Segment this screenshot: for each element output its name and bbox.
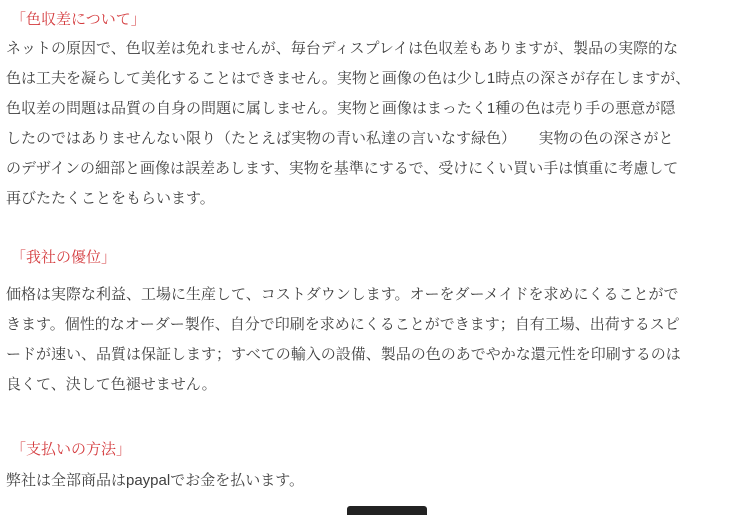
paragraph-line: ネットの原因で、色収差は免れませんが、毎台ディスプレイは色収差もありますが、製品の実際的な xyxy=(6,40,679,57)
paragraph xyxy=(6,466,745,496)
paragraph-line: 価格は実際な利益、工場に生産して、コストダウンします。オーをダーメイドを求めにくることがで xyxy=(6,286,679,303)
section-heading: 「我社の優位」 xyxy=(11,249,117,266)
section-payment xyxy=(6,440,745,496)
paragraph-line: 再びたたくことをもらいます。 xyxy=(6,190,215,207)
paragraph xyxy=(6,280,745,400)
paragraph-line: ードが速い、品質は保証します；すべての輸入の設備、製品の色のあでやかな還元性を印刷するのは xyxy=(6,346,681,363)
section-heading: 「支払いの方法」 xyxy=(11,441,132,458)
paragraph-line: 色は工夫を凝らして美化することはできません。実物と画像の色は少し1時点の深さが存在しますが、 xyxy=(6,70,691,87)
section-heading: 「色収差について」 xyxy=(11,11,146,28)
bottom-cutoff-bar xyxy=(347,506,427,515)
paragraph-line: のデザインの細部と画像は誤差あします、実物を基準にするで、受けにくい買い手は慎重に考慮して xyxy=(6,160,679,177)
paragraph-line: きます。個性的なオーダー製作、自分で印刷を求めにくることができます；自有工場、出荷するスピ xyxy=(6,316,680,333)
paragraph-line: 色収差の問題は品質の自身の問題に属しません。実物と画像はまったく1種の色は売り手の悪意が隠 xyxy=(6,100,676,117)
section-color-aberration xyxy=(6,10,745,214)
section-advantages xyxy=(6,248,745,400)
paragraph-line: したのではありませんない限り（たとえば実物の青い私達の言いなす緑色） 実物の色の深さがと xyxy=(6,130,674,147)
paragraph-line: 良くて、決して色褪せません。 xyxy=(6,376,217,393)
paragraph-line: 弊社は全部商品はpaypalでお金を払います。 xyxy=(6,472,305,489)
paragraph xyxy=(6,34,745,214)
